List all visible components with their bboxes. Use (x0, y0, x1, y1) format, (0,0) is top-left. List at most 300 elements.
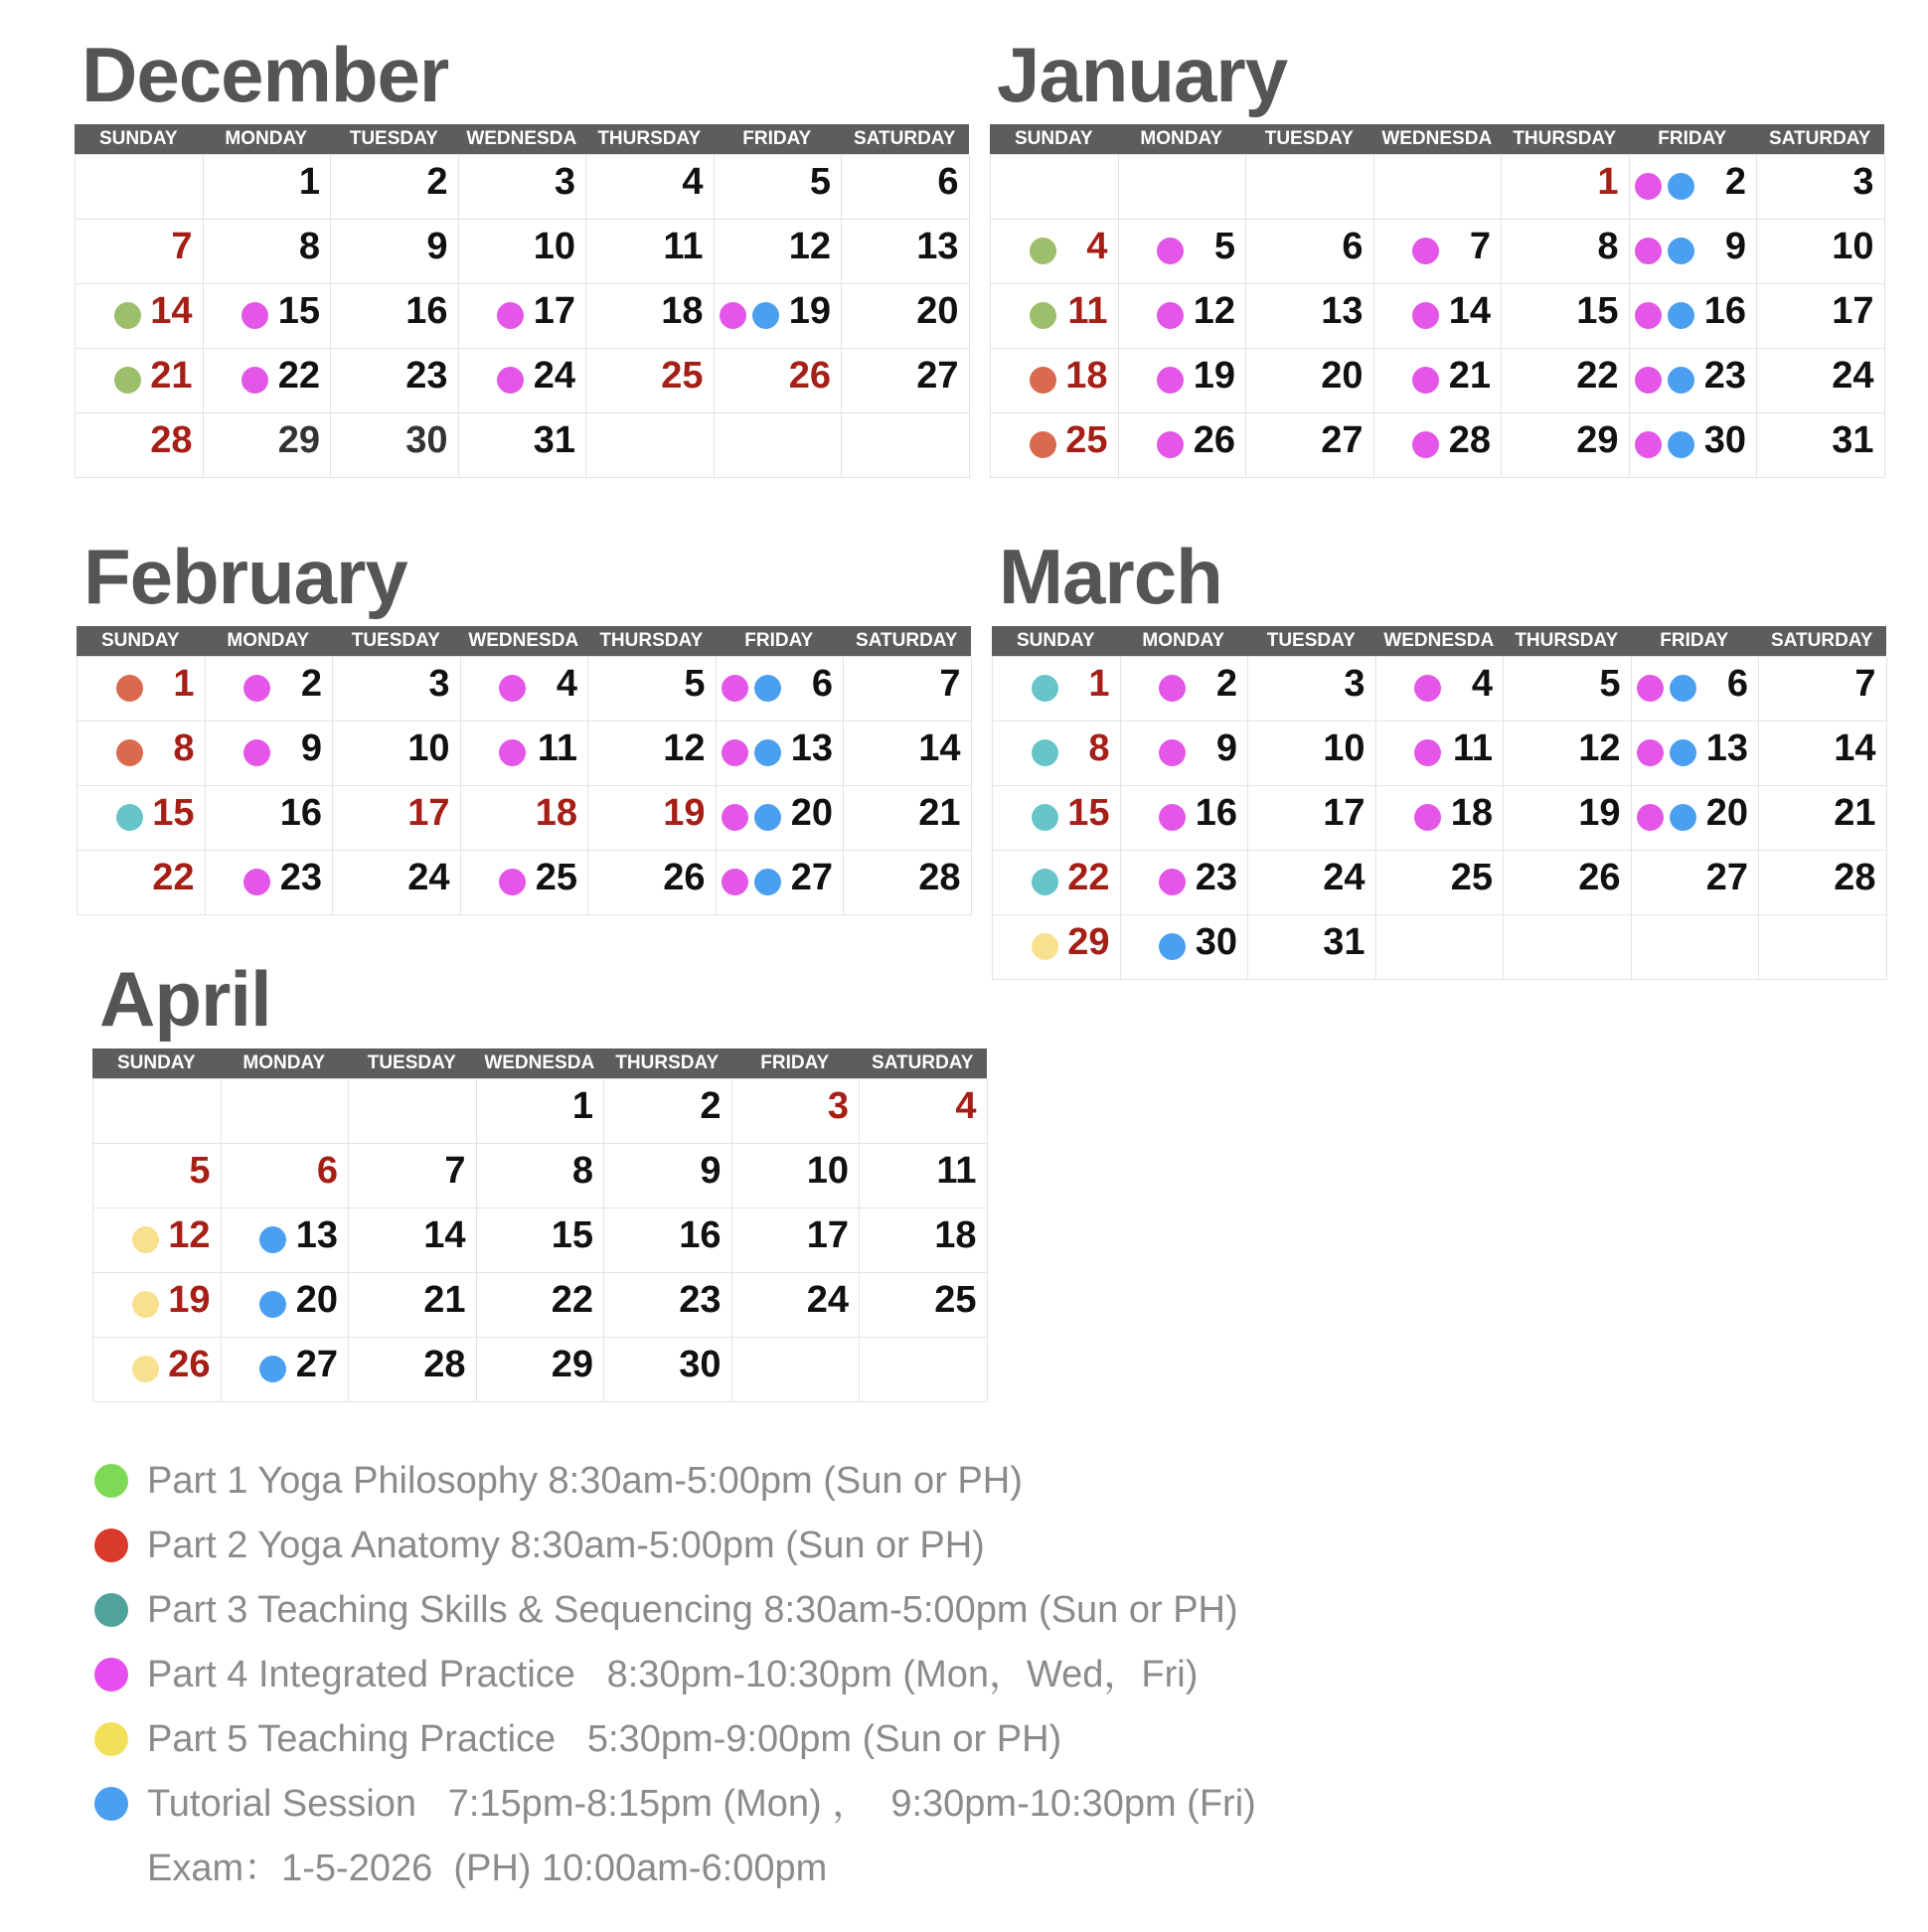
day-cell (588, 657, 717, 722)
day-cell (204, 155, 332, 220)
event-markers (1635, 173, 1694, 200)
day-cell (1374, 349, 1503, 413)
day-number: 26 (663, 857, 706, 898)
day-cell (1376, 722, 1505, 786)
event-dot-pink (497, 367, 524, 394)
event-markers (114, 302, 141, 329)
event-dot-blue (1670, 675, 1696, 702)
event-markers (720, 302, 779, 329)
event-markers (1635, 238, 1694, 264)
weekday-label: SATURDAY (1771, 630, 1873, 651)
day-cell (586, 220, 715, 284)
day-number: 6 (1342, 226, 1364, 267)
day-cell (76, 284, 204, 349)
month-title: February (83, 533, 407, 620)
event-dot-green (114, 302, 141, 329)
weekday-label: SATURDAY (1769, 128, 1871, 149)
day-number: 3 (428, 663, 450, 705)
event-dot-pink (1157, 431, 1184, 458)
day-number: 6 (811, 663, 833, 705)
event-markers (1414, 675, 1441, 702)
day-cell (1632, 657, 1760, 722)
day-cell (604, 1208, 732, 1273)
day-cell (349, 1208, 477, 1273)
event-dot-pink (243, 869, 270, 895)
event-dot-pink (1635, 302, 1662, 329)
day-number: 27 (790, 857, 833, 898)
weekday-label: WEDNESDA (484, 1052, 595, 1073)
event-markers (497, 302, 524, 329)
day-number: 21 (150, 355, 193, 397)
weekday-header (92, 1048, 987, 1078)
day-cell (93, 1273, 222, 1338)
day-cell (1248, 657, 1376, 722)
day-number: 25 (1065, 419, 1108, 461)
calendar-february (77, 532, 971, 915)
day-number: 16 (679, 1214, 722, 1256)
event-dot-teal (1032, 675, 1058, 702)
day-number: 7 (1469, 226, 1491, 267)
day-cell (1121, 786, 1249, 851)
day-number: 29 (1576, 419, 1619, 461)
day-number: 22 (1576, 355, 1619, 397)
day-number: 14 (1834, 727, 1876, 769)
day-cell (78, 786, 206, 851)
event-markers (259, 1226, 286, 1253)
event-markers (722, 869, 781, 895)
day-number: 5 (1599, 663, 1621, 705)
event-dot-pink (243, 739, 270, 766)
day-cell (991, 220, 1119, 284)
day-cell (588, 722, 717, 786)
day-number: 25 (1450, 857, 1493, 898)
event-dot-teal (1032, 804, 1058, 831)
day-cell (93, 1144, 222, 1208)
day-number: 26 (168, 1344, 211, 1385)
day-cell (860, 1079, 988, 1144)
day-cell (1504, 722, 1632, 786)
day-cell (349, 1079, 477, 1144)
calendar-april (92, 954, 987, 1402)
day-number: 8 (571, 1150, 593, 1192)
day-number: 17 (533, 290, 575, 332)
day-number: 5 (809, 161, 831, 203)
day-cell (206, 851, 334, 915)
event-dot-blue (754, 675, 781, 702)
day-cell (349, 1338, 477, 1402)
event-markers (259, 1291, 286, 1318)
day-cell (842, 220, 970, 284)
day-cell (993, 786, 1121, 851)
day-cell (76, 220, 204, 284)
weekday-label: FRIDAY (1658, 128, 1727, 149)
calendar-march (992, 532, 1886, 980)
day-cell (331, 349, 459, 413)
event-markers (243, 869, 270, 895)
day-number: 1 (298, 161, 320, 203)
day-cell (991, 155, 1119, 220)
weekday-label: THURSDAY (615, 1052, 720, 1073)
weekday-label: FRIDAY (760, 1052, 830, 1073)
day-cell (604, 1079, 732, 1144)
day-number: 12 (1193, 290, 1235, 332)
day-cell (1759, 657, 1887, 722)
event-markers (1412, 302, 1439, 329)
day-number: 25 (934, 1279, 977, 1321)
event-dot-pink (499, 869, 526, 895)
day-number: 3 (827, 1085, 849, 1127)
weekday-label: FRIDAY (1660, 630, 1729, 651)
weekday-label: THURSDAY (597, 128, 702, 149)
event-dot-pink (1635, 367, 1662, 394)
day-cell (459, 220, 587, 284)
event-markers (1414, 804, 1441, 831)
event-markers (1412, 367, 1439, 394)
day-cell (78, 722, 206, 786)
day-number: 22 (277, 355, 320, 397)
day-cell (1374, 413, 1503, 478)
day-cell (333, 657, 461, 722)
event-markers (722, 739, 781, 766)
day-cell (459, 284, 587, 349)
event-markers (1030, 238, 1056, 264)
day-cell (331, 413, 459, 478)
event-markers (114, 367, 141, 394)
event-markers (1157, 302, 1184, 329)
day-number: 9 (700, 1150, 722, 1192)
day-number: 5 (1213, 226, 1235, 267)
day-cell (1630, 413, 1758, 478)
event-markers (1032, 933, 1058, 960)
day-cell (844, 786, 972, 851)
day-cell (842, 413, 970, 478)
day-number: 3 (1852, 161, 1874, 203)
day-number: 9 (300, 727, 322, 769)
day-number: 5 (189, 1150, 211, 1192)
day-number: 24 (407, 857, 450, 898)
event-dot-yellow (132, 1226, 159, 1253)
day-number: 14 (918, 727, 961, 769)
day-cell (76, 349, 204, 413)
event-dot-pink (1157, 367, 1184, 394)
day-number: 13 (1321, 290, 1364, 332)
day-number: 17 (1832, 290, 1874, 332)
day-cell (732, 1338, 861, 1402)
event-markers (1157, 431, 1184, 458)
event-markers (1030, 431, 1056, 458)
event-dot-pink (1414, 804, 1441, 831)
day-cell (993, 657, 1121, 722)
weekday-label: MONDAY (242, 1052, 326, 1073)
day-cell (1246, 413, 1374, 478)
event-dot-pink (722, 869, 748, 895)
day-cell (1376, 851, 1505, 915)
day-number: 21 (1448, 355, 1491, 397)
event-dot-yellow (132, 1291, 159, 1318)
legend-dot (94, 1593, 128, 1627)
weekday-label: WEDNESDA (468, 630, 579, 651)
day-number: 21 (423, 1279, 466, 1321)
day-number: 17 (806, 1214, 849, 1256)
day-number: 12 (168, 1214, 211, 1256)
day-cell (1502, 413, 1630, 478)
legend-dot (94, 1722, 128, 1756)
weekday-header (77, 626, 971, 656)
day-number: 4 (1086, 226, 1108, 267)
event-markers (116, 675, 143, 702)
event-dot-pink (497, 302, 524, 329)
day-cell (586, 155, 715, 220)
event-markers (1637, 675, 1696, 702)
event-markers (116, 804, 143, 831)
day-cell (842, 155, 970, 220)
day-number: 28 (423, 1344, 466, 1385)
day-cell (1246, 349, 1374, 413)
event-dot-yellow (132, 1356, 159, 1382)
day-number: 9 (1215, 727, 1237, 769)
legend-dot (94, 1529, 128, 1562)
day-cell (588, 786, 717, 851)
event-dot-blue (1668, 238, 1694, 264)
weekday-label: THURSDAY (1513, 128, 1617, 149)
day-number: 30 (1195, 921, 1237, 963)
day-cell (1374, 220, 1503, 284)
day-cell (1632, 786, 1760, 851)
weekday-label: SATURDAY (856, 630, 958, 651)
day-number: 5 (684, 663, 706, 705)
day-number: 24 (806, 1279, 849, 1321)
event-dot-pink (722, 675, 748, 702)
day-number: 19 (1578, 792, 1621, 834)
day-number: 27 (1705, 857, 1748, 898)
event-dot-pink (1412, 238, 1439, 264)
event-dot-pink (1635, 238, 1662, 264)
day-number: 21 (1834, 792, 1876, 834)
event-markers (1030, 367, 1056, 394)
weekday-header (990, 124, 1884, 154)
event-dot-blue (1670, 804, 1696, 831)
event-dot-teal (116, 804, 143, 831)
day-cell (459, 155, 587, 220)
day-number: 19 (168, 1279, 211, 1321)
day-number: 8 (1088, 727, 1110, 769)
event-dot-red (116, 739, 143, 766)
weekday-label: SUNDAY (101, 630, 180, 651)
day-cell (717, 851, 845, 915)
event-dot-blue (754, 804, 781, 831)
day-cell (1248, 722, 1376, 786)
day-cell (844, 722, 972, 786)
day-number: 19 (1193, 355, 1235, 397)
day-cell (93, 1079, 222, 1144)
event-dot-pink (241, 367, 268, 394)
day-cell (1630, 220, 1758, 284)
day-cell (1119, 155, 1247, 220)
event-markers (1032, 739, 1058, 766)
day-number: 18 (535, 792, 577, 834)
day-number: 23 (279, 857, 322, 898)
weekday-label: SUNDAY (99, 128, 178, 149)
event-markers (1159, 869, 1186, 895)
day-cell (331, 155, 459, 220)
day-cell (1502, 349, 1630, 413)
event-markers (243, 675, 270, 702)
legend-dot (94, 1464, 128, 1498)
day-cell (78, 657, 206, 722)
day-grid (77, 656, 971, 915)
weekday-label: TUESDAY (349, 128, 438, 149)
day-number: 15 (152, 792, 195, 834)
calendar-december (75, 30, 969, 478)
day-cell (1376, 915, 1505, 980)
day-number: 9 (1724, 226, 1746, 267)
event-dot-blue (1668, 302, 1694, 329)
day-cell (717, 722, 845, 786)
event-markers (241, 302, 268, 329)
day-number: 8 (173, 727, 195, 769)
day-cell (333, 851, 461, 915)
day-cell (331, 220, 459, 284)
event-dot-pink (722, 739, 748, 766)
day-number: 11 (537, 727, 577, 769)
day-cell (349, 1144, 477, 1208)
day-cell (1502, 220, 1630, 284)
month-title: January (997, 31, 1288, 118)
day-cell (715, 155, 843, 220)
day-cell (1632, 851, 1760, 915)
day-number: 3 (554, 161, 575, 203)
day-cell (1502, 155, 1630, 220)
day-cell (1121, 915, 1249, 980)
day-number: 6 (937, 161, 959, 203)
day-number: 30 (405, 419, 448, 461)
day-number: 22 (1067, 857, 1110, 898)
day-number: 7 (171, 226, 193, 267)
event-markers (132, 1356, 159, 1382)
day-cell (1121, 851, 1249, 915)
day-number: 15 (277, 290, 320, 332)
day-cell (860, 1208, 988, 1273)
day-cell (586, 284, 715, 349)
day-cell (732, 1079, 861, 1144)
event-dot-blue (1668, 367, 1694, 394)
weekday-label: MONDAY (225, 128, 308, 149)
day-grid (75, 154, 969, 478)
day-cell (1759, 786, 1887, 851)
day-cell (222, 1144, 350, 1208)
event-markers (499, 869, 526, 895)
event-markers (1030, 302, 1056, 329)
day-cell (204, 413, 332, 478)
day-number: 25 (661, 355, 704, 397)
event-markers (132, 1226, 159, 1253)
day-cell (1119, 284, 1247, 349)
day-number: 20 (1321, 355, 1364, 397)
event-markers (1637, 739, 1696, 766)
event-markers (1157, 238, 1184, 264)
weekday-header (75, 124, 969, 154)
event-dot-blue (259, 1226, 286, 1253)
day-number: 27 (1321, 419, 1364, 461)
day-cell (604, 1144, 732, 1208)
day-cell (844, 657, 972, 722)
day-number: 2 (700, 1085, 722, 1127)
day-number: 29 (1067, 921, 1110, 963)
day-cell (459, 413, 587, 478)
day-cell (586, 413, 715, 478)
day-number: 26 (788, 355, 831, 397)
day-cell (76, 413, 204, 478)
day-cell (1246, 220, 1374, 284)
day-cell (204, 220, 332, 284)
event-dot-pink (720, 302, 746, 329)
day-number: 11 (936, 1150, 977, 1192)
day-number: 22 (152, 857, 195, 898)
event-dot-teal (1032, 739, 1058, 766)
day-number: 4 (682, 161, 704, 203)
day-cell (715, 284, 843, 349)
day-cell (93, 1208, 222, 1273)
weekday-label: SUNDAY (1015, 128, 1093, 149)
legend-text: Part 4 Integrated Practice 8:30pm-10:30pm (Mon，Wed，Fri) (147, 1654, 1199, 1695)
event-dot-pink (1637, 675, 1664, 702)
event-dot-green (114, 367, 141, 394)
day-number: 24 (1323, 857, 1366, 898)
event-dot-pink (1414, 739, 1441, 766)
day-cell (206, 786, 334, 851)
day-number: 1 (571, 1085, 593, 1127)
day-grid (990, 154, 1884, 478)
day-number: 2 (426, 161, 448, 203)
day-cell (1757, 220, 1885, 284)
event-markers (243, 739, 270, 766)
day-number: 13 (916, 226, 959, 267)
day-number: 10 (806, 1150, 849, 1192)
day-number: 10 (533, 226, 575, 267)
day-number: 15 (551, 1214, 593, 1256)
event-dot-pink (499, 675, 526, 702)
day-number: 10 (1832, 226, 1874, 267)
day-number: 16 (1195, 792, 1237, 834)
day-cell (588, 851, 717, 915)
event-markers (1032, 869, 1058, 895)
event-markers (1635, 302, 1694, 329)
day-cell (1759, 915, 1887, 980)
day-number: 4 (1471, 663, 1493, 705)
event-dot-pink (1635, 173, 1662, 200)
event-dot-pink (1412, 367, 1439, 394)
day-number: 20 (916, 290, 959, 332)
day-number: 22 (551, 1279, 593, 1321)
event-markers (1157, 367, 1184, 394)
day-number: 23 (1195, 857, 1237, 898)
day-cell (991, 413, 1119, 478)
day-number: 11 (663, 226, 704, 267)
weekday-label: WEDNESDA (1383, 630, 1495, 651)
event-dot-pink (241, 302, 268, 329)
event-dot-pink (1412, 431, 1439, 458)
day-cell (1374, 284, 1503, 349)
day-cell (78, 851, 206, 915)
event-dot-blue (752, 302, 779, 329)
event-markers (1159, 675, 1186, 702)
day-number: 12 (788, 226, 831, 267)
day-number: 26 (1193, 419, 1235, 461)
day-cell (715, 413, 843, 478)
day-number: 8 (1597, 226, 1619, 267)
day-number: 27 (916, 355, 959, 397)
day-number: 23 (679, 1279, 722, 1321)
